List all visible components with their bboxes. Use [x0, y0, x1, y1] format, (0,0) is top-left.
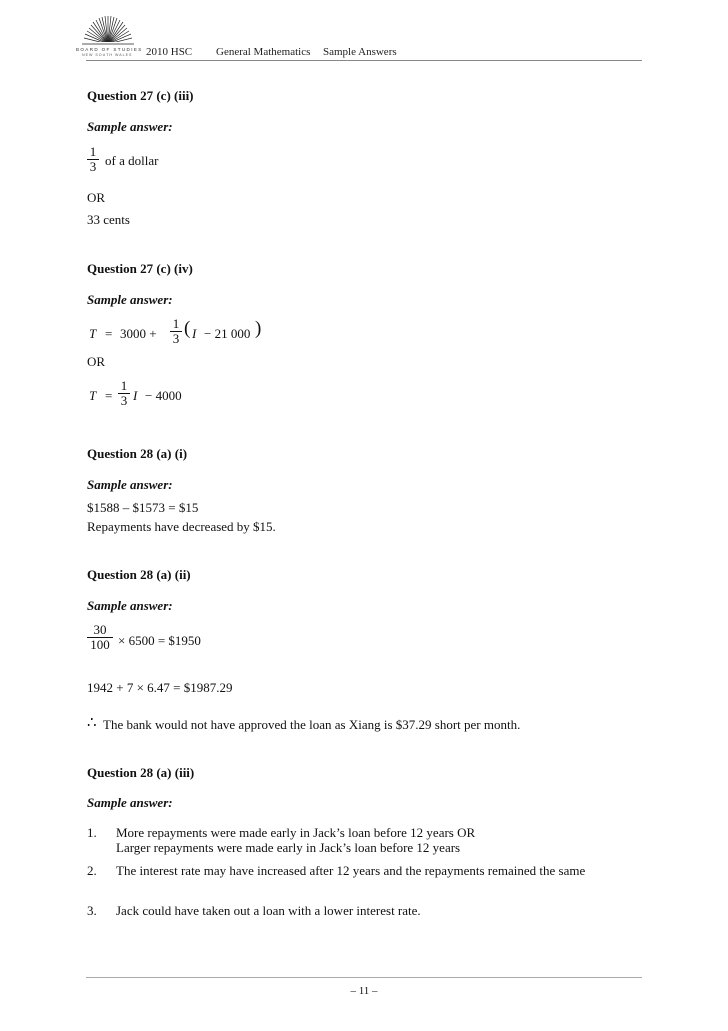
paren-close: ): [255, 318, 262, 339]
fraction-denominator: 100: [90, 637, 110, 652]
footer-rule: [86, 977, 642, 978]
fraction: [170, 317, 182, 346]
question-title: Question 28 (a) (i): [87, 446, 188, 461]
fraction-numerator: 1: [87, 145, 99, 160]
question-title: Question 27 (c) (iv): [87, 261, 193, 276]
page-header: [76, 14, 656, 58]
paren-open: (: [184, 318, 191, 339]
fraction: [87, 623, 113, 652]
equation-variable: I: [133, 388, 138, 403]
list-item-number: 2.: [87, 863, 97, 878]
question-title: Question 28 (a) (iii): [87, 765, 195, 780]
answer-text: The bank would not have approved the loan as Xiang is $37.29 short per month.: [103, 717, 521, 732]
list-item-text: The interest rate may have increased after 12 years and the repayments remained the same: [116, 863, 586, 878]
answer-text: 33 cents: [87, 212, 130, 227]
sample-answer-label: Sample answer:: [87, 119, 173, 134]
answer-text: Repayments have decreased by $15.: [87, 519, 276, 534]
header-exam: 2010 HSC: [146, 46, 193, 58]
logo-subtext: NEW SOUTH WALES: [82, 53, 133, 57]
answer-text: × 6500 = $1950: [118, 633, 201, 648]
header-doc-type: Sample Answers: [323, 46, 397, 58]
question-title: Question 28 (a) (ii): [87, 567, 191, 582]
fraction-numerator: 1: [170, 317, 182, 332]
equation-term: − 21 000: [204, 326, 251, 341]
or-text: OR: [87, 354, 106, 369]
page-number: – 11 –: [350, 985, 378, 997]
fraction-numerator: 1: [118, 379, 130, 394]
equation-variable: T: [89, 326, 97, 341]
sample-answer-label: Sample answer:: [87, 477, 173, 492]
or-text: OR: [87, 190, 106, 205]
equation-variable: I: [192, 326, 197, 341]
fraction-denominator: 3: [172, 331, 180, 346]
therefore-symbol: ∴: [87, 715, 97, 731]
sample-answer-label: Sample answer:: [87, 598, 173, 613]
list-item-number: 1.: [87, 825, 97, 840]
answer-text: of a dollar: [105, 153, 159, 168]
equation-equals: =: [105, 326, 113, 341]
equation-variable: T: [89, 388, 97, 403]
fraction-numerator: 30: [87, 623, 113, 638]
equation-equals: =: [105, 388, 113, 403]
logo-text: BOARD OF STUDIES: [76, 47, 143, 52]
fraction: [87, 145, 99, 174]
list-item-text: Larger repayments were made early in Jack’s loan before 12 years: [116, 840, 461, 855]
equation-term: − 4000: [145, 388, 182, 403]
fraction-denominator: 3: [120, 393, 128, 408]
list-item-text: Jack could have taken out a loan with a lower interest rate.: [116, 903, 421, 918]
question-title: Question 27 (c) (iii): [87, 88, 194, 103]
equation-term: 3000 +: [120, 326, 157, 341]
header-subject: General Mathematics: [216, 46, 311, 58]
list-item-text: More repayments were made early in Jack’s loan before 12 years OR: [116, 825, 476, 840]
sample-answer-label: Sample answer:: [87, 292, 173, 307]
fraction: [118, 379, 130, 408]
header-rule: [86, 60, 642, 61]
answer-text: 1942 + 7 × 6.47 = $1987.29: [87, 680, 233, 695]
fraction-denominator: 3: [89, 159, 97, 174]
list-item-number: 3.: [87, 903, 97, 918]
sample-answer-label: Sample answer:: [87, 795, 173, 810]
answer-text: $1588 – $1573 = $15: [87, 500, 199, 515]
